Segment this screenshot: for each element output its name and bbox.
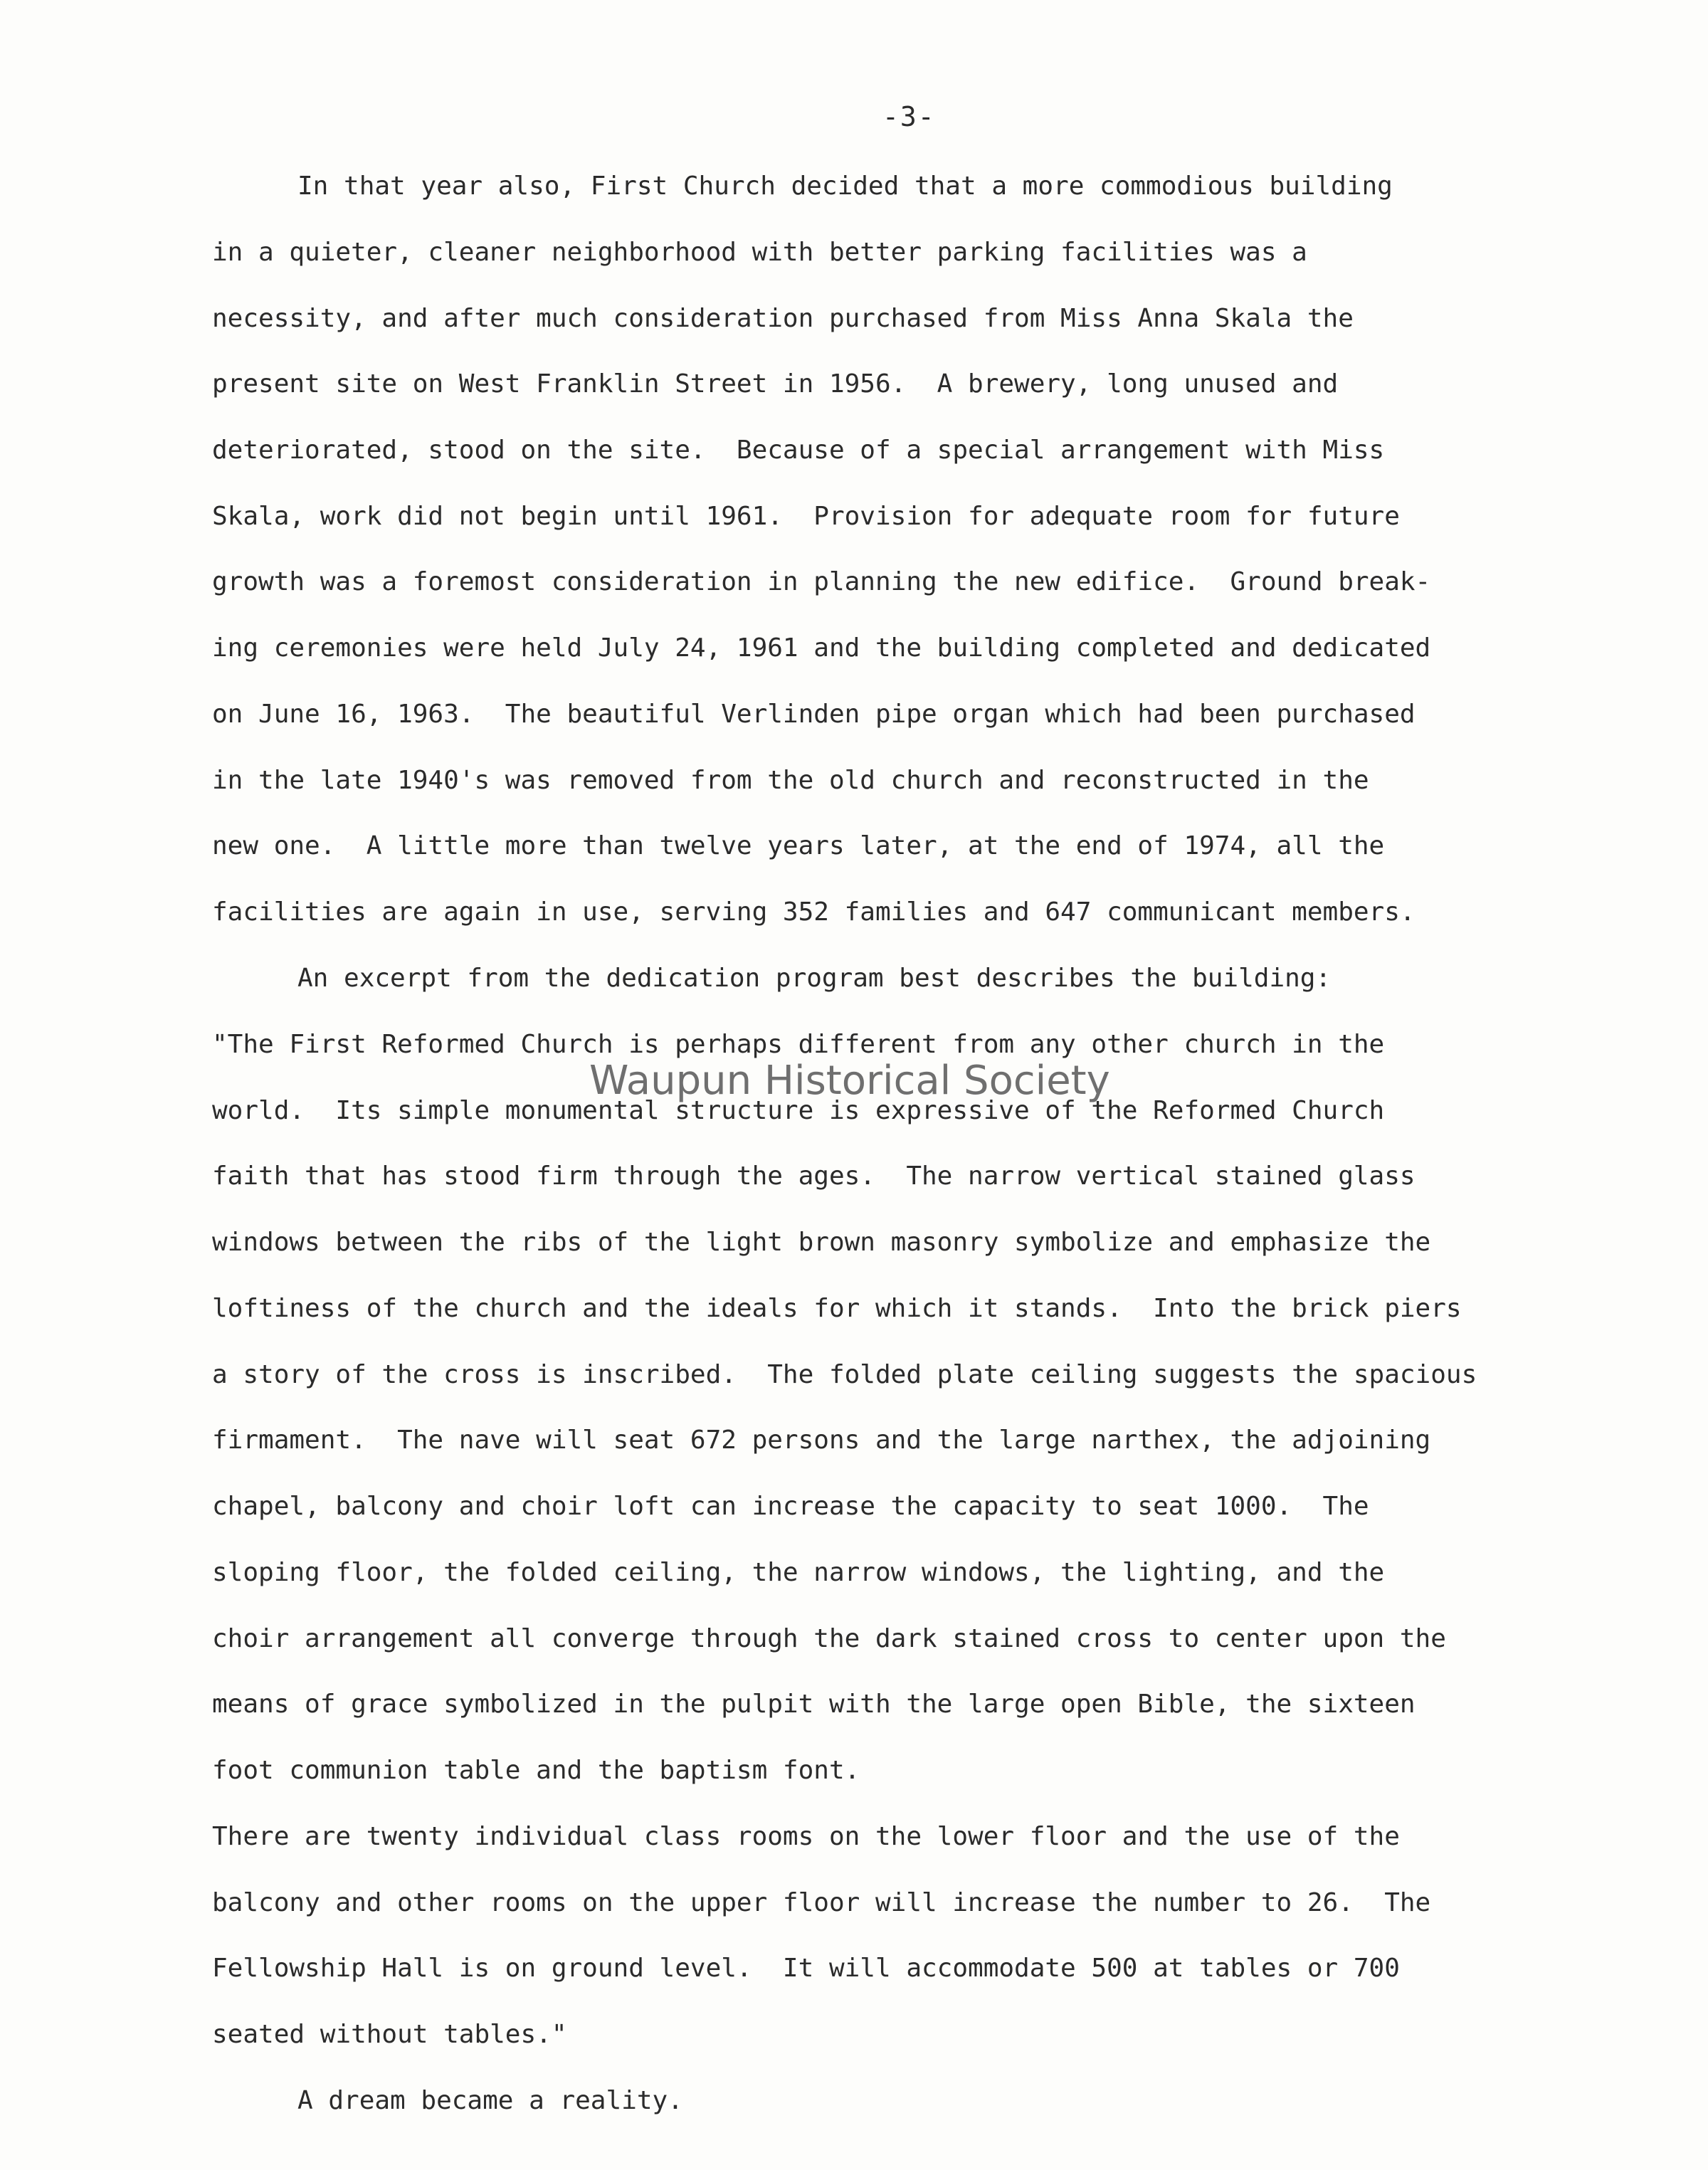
text-line: ing ceremonies were held July 24, 1961 and the building completed and dedicated <box>212 633 1431 663</box>
text-line: loftiness of the church and the ideals for which it stands. Into the brick piers <box>212 1294 1462 1323</box>
text-line: on June 16, 1963. The beautiful Verlinden pipe organ which had been purchased <box>212 700 1416 729</box>
text-line: firmament. The nave will seat 672 persons and the large narthex, the adjoining <box>212 1426 1431 1455</box>
text-line: deteriorated, stood on the site. Because of a special arrangement with Miss <box>212 436 1385 465</box>
text-line: means of grace symbolized in the pulpit with the large open Bible, the sixteen <box>212 1690 1416 1719</box>
text-line: faith that has stood firm through the ages. The narrow vertical stained glass <box>212 1162 1416 1191</box>
text-line: "The First Reformed Church is perhaps different from any other church in the <box>212 1030 1385 1059</box>
text-line: facilities are again in use, serving 352 families and 647 communicant members. <box>212 897 1416 927</box>
text-line: Skala, work did not begin until 1961. Provision for adequate room for future <box>212 502 1400 531</box>
text-line: A dream became a reality. <box>297 2086 683 2115</box>
text-line: world. Its simple monumental structure is expressive of the Reformed Church <box>212 1096 1385 1125</box>
text-line: chapel, balcony and choir loft can increase the capacity to seat 1000. The <box>212 1492 1369 1521</box>
text-line: balcony and other rooms on the upper floor will increase the number to 26. The <box>212 1888 1431 1917</box>
text-line: Fellowship Hall is on ground level. It will accommodate 500 at tables or 700 <box>212 1954 1400 1983</box>
text-line: choir arrangement all converge through the dark stained cross to center upon the <box>212 1624 1446 1653</box>
text-line: a story of the cross is inscribed. The folded plate ceiling suggests the spacious <box>212 1360 1477 1389</box>
page-number: -3- <box>882 101 936 132</box>
text-line: growth was a foremost consideration in planning the new edifice. Ground break- <box>212 567 1431 596</box>
text-line: windows between the ribs of the light brown masonry symbolize and emphasize the <box>212 1228 1431 1257</box>
text-line: foot communion table and the baptism font. <box>212 1756 860 1785</box>
text-line: seated without tables." <box>212 2020 567 2049</box>
text-line: new one. A little more than twelve years later, at the end of 1974, all the <box>212 831 1385 860</box>
text-line: There are twenty individual class rooms on the lower floor and the use of the <box>212 1822 1400 1851</box>
text-line: in the late 1940's was removed from the old church and reconstructed in the <box>212 766 1369 795</box>
text-line: present site on West Franklin Street in 1956. A brewery, long unused and <box>212 369 1339 399</box>
text-line: necessity, and after much consideration purchased from Miss Anna Skala the <box>212 304 1354 333</box>
text-line: sloping floor, the folded ceiling, the narrow windows, the lighting, and the <box>212 1558 1385 1587</box>
watermark: Waupun Historical Society <box>589 1058 1110 1104</box>
text-line: In that year also, First Church decided that a more commodious building <box>297 172 1393 201</box>
text-line: in a quieter, cleaner neighborhood with better parking facilities was a <box>212 238 1307 267</box>
text-line: An excerpt from the dedication program best describes the building: <box>297 964 1332 993</box>
